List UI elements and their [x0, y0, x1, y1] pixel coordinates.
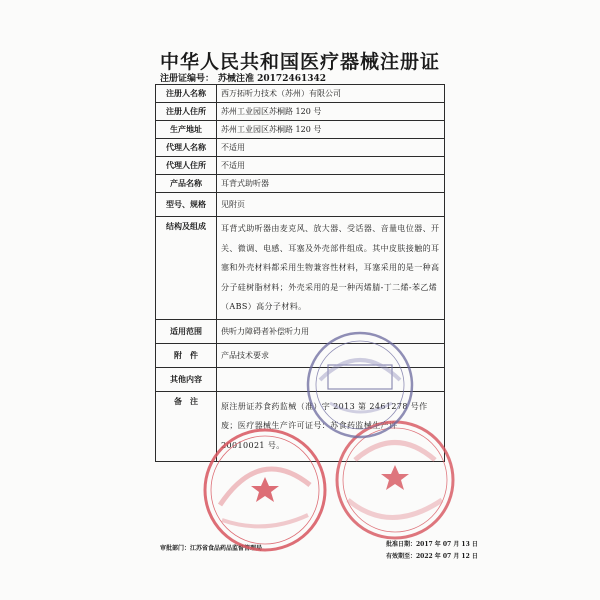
- table-row: [156, 343, 445, 367]
- row-label: 代理人名称: [156, 139, 217, 157]
- row-value: 不适用: [217, 157, 445, 175]
- row-value: 原注册证苏食药监械（准）字 2013 第 2461278 号作废；医疗器械生产许可证号：苏食药监械生产许 20010021 号。: [217, 391, 445, 461]
- row-label: 生产地址: [156, 121, 217, 139]
- table-row: [156, 85, 445, 103]
- certificate-table: [155, 84, 445, 462]
- approval-dates: [386, 539, 478, 563]
- table-row: [156, 175, 445, 193]
- registration-number-value: 苏械注准 20172461342: [218, 74, 327, 84]
- row-value: [217, 367, 445, 391]
- row-value: 苏州工业园区苏桐路 120 号: [217, 103, 445, 121]
- table-row: [156, 319, 445, 343]
- registration-number-label: 注册证编号：: [160, 74, 215, 84]
- valid-until-date: 有效期至：2022 年 07 月 12 日: [386, 553, 478, 560]
- registration-number: [160, 71, 330, 84]
- table-row: [156, 157, 445, 175]
- row-label: 代理人住所: [156, 157, 217, 175]
- row-value: 产品技术要求: [217, 343, 445, 367]
- row-value: 耳背式助听器: [217, 175, 445, 193]
- row-label: 其他内容: [156, 367, 217, 391]
- table-row: [156, 103, 445, 121]
- row-label: 注册人名称: [156, 85, 217, 103]
- approval-date: 批准日期：2017 年 07 月 13 日: [386, 541, 478, 548]
- row-label: 产品名称: [156, 175, 217, 193]
- row-value: 供听力障碍者补偿听力用: [217, 319, 445, 343]
- table-row: [156, 391, 445, 461]
- approval-department: 审批部门：江苏省食品药品监督管理局: [160, 545, 263, 552]
- row-label: 附 件: [156, 343, 217, 367]
- row-label: 结构及组成: [156, 217, 217, 320]
- table-row: [156, 139, 445, 157]
- table-row: [156, 367, 445, 391]
- row-label: 型号、规格: [156, 193, 217, 217]
- row-label: 备 注: [156, 391, 217, 461]
- row-value: 西万拓听力技术（苏州）有限公司: [217, 85, 445, 103]
- row-value: 见附页: [217, 193, 445, 217]
- row-label: 适用范围: [156, 319, 217, 343]
- row-value: 苏州工业园区苏桐路 120 号: [217, 121, 445, 139]
- table-row: [156, 193, 445, 217]
- table-row: [156, 217, 445, 320]
- document-title: 中华人民共和国医疗器械注册证: [159, 51, 440, 73]
- row-value: 耳背式助听器由麦克风、放大器、受话器、音量电位器、开关、微调、电感、耳塞及外壳部件组成。其中皮肤接触的耳塞和外壳材料都采用生物兼容性材料，耳塞采用的是一种高分子硅树脂材料；外壳采用的是一种丙烯腈-丁二烯-苯乙烯（ABS）高分子材料。: [217, 217, 445, 320]
- row-label: 注册人住所: [156, 103, 217, 121]
- row-value: 不适用: [217, 139, 445, 157]
- table-row: [156, 121, 445, 139]
